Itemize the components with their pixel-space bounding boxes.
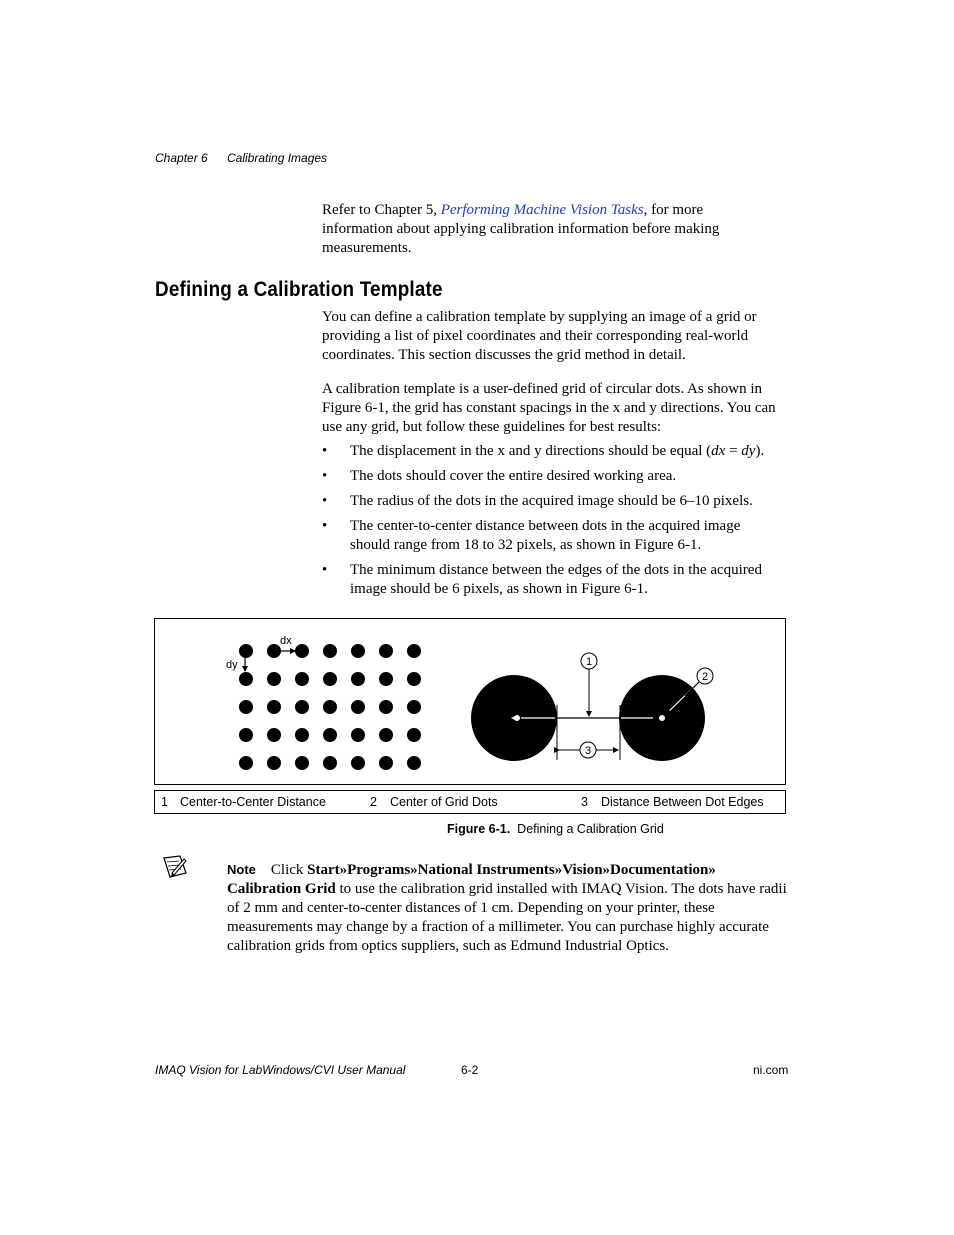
grid-dot	[267, 756, 281, 770]
grid-dot	[239, 644, 253, 658]
grid-dot	[407, 756, 421, 770]
grid-dot	[379, 756, 393, 770]
section-heading: Defining a Calibration Template	[155, 278, 443, 301]
grid-dot	[379, 728, 393, 742]
list-item: • The dots should cover the entire desired working area.	[322, 468, 677, 484]
footer-site: ni.com	[753, 1063, 789, 1077]
intro-paragraph	[322, 201, 762, 258]
legend-text-1: Center-to-Center Distance	[180, 795, 326, 809]
legend-num-3: 3	[581, 795, 588, 809]
chapter5-link[interactable]: Performing Machine Vision Tasks	[440, 202, 644, 218]
grid-dot	[323, 644, 337, 658]
caption-label: Figure 6-1.	[447, 822, 511, 836]
grid-dot	[295, 756, 309, 770]
list-item: • The radius of the dots in the acquired image should be 6–10 pixels.	[322, 493, 753, 509]
grid-dot	[323, 700, 337, 714]
grid-dot	[295, 644, 309, 658]
caption-text: Defining a Calibration Grid	[517, 822, 664, 836]
grid-dot	[351, 644, 365, 658]
callout-1-label: 1	[585, 656, 593, 668]
figure-box	[154, 618, 786, 785]
guidelines-list	[322, 442, 784, 605]
grid-dots	[239, 644, 421, 770]
grid-dot	[379, 644, 393, 658]
grid-dot	[295, 700, 309, 714]
list-item: • The center-to-center distance between dots in the acquired image should range from 18 to 32 pixels, as shown in Figure 6-1.	[322, 518, 741, 553]
grid-dot	[407, 672, 421, 686]
note-paragraph	[227, 860, 787, 956]
figure-caption	[447, 822, 664, 836]
grid-dot	[351, 700, 365, 714]
list-item: • The minimum distance between the edges of the dots in the acquired image should be 6 pixels, as shown in Figure 6-1.	[322, 562, 762, 597]
footer-page-number: 6-2	[461, 1063, 479, 1077]
grid-dot	[239, 728, 253, 742]
footer-manual-title: IMAQ Vision for LabWindows/CVI User Manual	[155, 1063, 406, 1077]
grid-dot	[295, 728, 309, 742]
grid-dot	[239, 700, 253, 714]
grid-dot	[351, 728, 365, 742]
dy-label: dy	[226, 659, 238, 671]
grid-dot	[295, 672, 309, 686]
section-heading-wrap	[155, 278, 555, 302]
legend-text-3: Distance Between Dot Edges	[601, 795, 764, 809]
grid-dot	[379, 672, 393, 686]
grid-dot	[267, 700, 281, 714]
dx-label: dx	[280, 635, 292, 647]
grid-dot	[239, 756, 253, 770]
legend-text-2: Center of Grid Dots	[390, 795, 498, 809]
grid-dot	[323, 728, 337, 742]
grid-dot	[323, 756, 337, 770]
note-menu-path: Start»Programs»National Instruments»Vision»Documentation» Calibration Grid	[227, 862, 716, 897]
dot-center-right	[659, 715, 665, 721]
running-header-title: Calibrating Images	[227, 151, 328, 165]
note-rest: to use the calibration grid installed with IMAQ Vision. The dots have radii of 2 mm and center-to-center distances of 1 cm. Depending on your printer, these measurements may change by a fraction of a millimeter. You can purchase highly accurate calibration grids from optics suppliers, such as Edmund Industrial Optics.	[227, 881, 787, 954]
para-template-intro: You can define a calibration template by supplying an image of a grid or providing a list of pixel coordinates and their corresponding real-world coordinates. This section discusses the grid method in detail.	[322, 309, 757, 363]
note-label: Note	[227, 862, 256, 877]
calibration-grid-figure	[155, 619, 785, 784]
callout-2-label: 2	[701, 671, 709, 683]
grid-dot	[267, 644, 281, 658]
grid-dot	[239, 672, 253, 686]
grid-dot	[351, 672, 365, 686]
grid-dot	[407, 728, 421, 742]
grid-dot	[267, 672, 281, 686]
note-icon	[160, 853, 190, 886]
grid-dot	[267, 728, 281, 742]
list-item: • The displacement in the x and y directions should be equal (dx = dy).	[322, 443, 765, 459]
grid-dot	[379, 700, 393, 714]
note-click: Click	[270, 862, 308, 878]
grid-dot	[323, 672, 337, 686]
para-calibration-template: A calibration template is a user-defined grid of circular dots. As shown in Figure 6-1, the grid has constant spacings in the x and y directions. You can use any grid, but follow these guidelines for best results:	[322, 381, 776, 435]
grid-dot	[407, 700, 421, 714]
legend-num-2: 2	[370, 795, 377, 809]
grid-dot	[407, 644, 421, 658]
legend-num-1: 1	[161, 795, 168, 809]
grid-dot	[351, 756, 365, 770]
intro-text-after: , for more information about applying calibration information before making measurements.	[322, 202, 720, 256]
running-header-chapter: Chapter 6	[155, 151, 208, 165]
callout-3-label: 3	[584, 745, 592, 757]
intro-text-before: Refer to Chapter 5,	[322, 202, 441, 218]
figure-legend	[154, 790, 786, 814]
